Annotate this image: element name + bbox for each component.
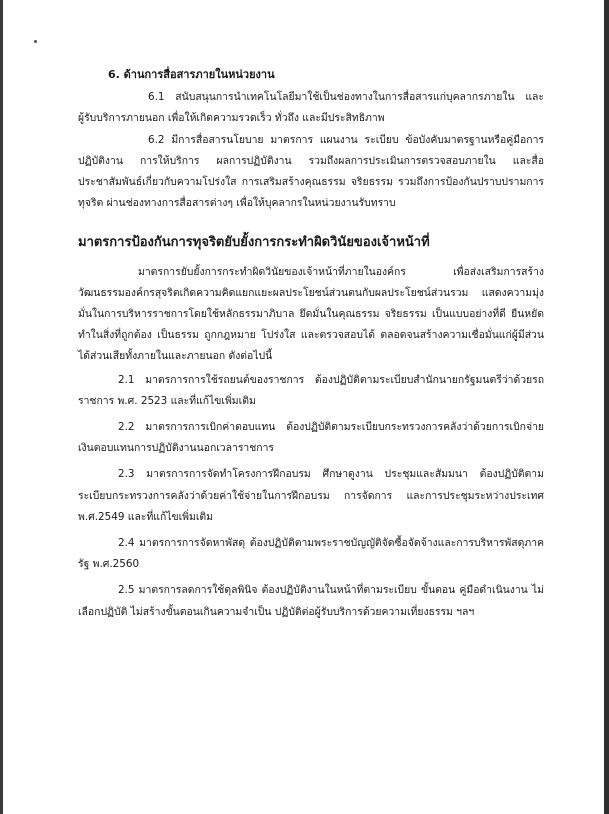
measures-intro: มาตรการยับยั้งการกระทำผิดวินัยของเจ้าหน้าที่ภายในองค์กร เพื่อส่งเสริมการสร้างวัฒนธรรมองค์กรสุจริตเกิดความคิดแยกแยะผลประโยชน์ส่วนตนกับผลประโยชน์ส่วนรวม แสดงความมุ่งมั่นในการบริหารราชการโดยใช้หลักธรรมาภิบาล ยึดมั่นในคุณธรรม จริยธรรม เป็นแบบอย่างที่ดี ยืนหยัดทำในสิ่งที่ถูกต้อง เป็นธรรม ถูกกฎหมาย โปร่งใส และตรวจสอบได้ ตลอดจนสร้างความเชื่อมั่นแก่ผู้มีส่วนได้ส่วนเสียทั้งภายในและภายนอก ดังต่อไปนี้ xyxy=(78,265,544,363)
measure-item-discretion: 2.5 มาตรการลดการใช้ดุลพินิจ ต้องปฏิบัติงานในหน้าที่ตามระเบียบ ขั้นตอน คู่มือดำเนินงาน ไม่เลือกปฏิบัติ ไม่สร้างขั้นตอนเกินความจำเป็น ปฏิบัติต่อผู้รับบริการด้วยความเที่ยงธรรม ฯลฯ xyxy=(78,584,544,618)
measure-item-vehicle: 2.1 มาตรการการใช้รถยนต์ของราชการ ต้องปฏิบัติตามระเบียบสำนักนายกรัฐมนตรีว่าด้วยรถราชการ พ.ศ. 2523 และที่แก้ไขเพิ่มเติม xyxy=(78,373,544,407)
scan-border-right xyxy=(604,0,609,814)
scan-speck xyxy=(34,40,37,43)
measure-item-procurement: 2.4 มาตรการการจัดหาพัสดุ ต้องปฏิบัติตามพระราชบัญญัติจัดซื้อจัดจ้างและการบริหารพัสดุภาครัฐ พ.ศ.2560 xyxy=(78,537,544,571)
section-6-heading: 6. ด้านการสื่อสารภายในหน่วยงาน xyxy=(108,68,275,81)
measure-item-compensation: 2.2 มาตรการการเบิกค่าตอบแทน ต้องปฏิบัติตามระเบียบกระทรวงการคลังว่าด้วยการเบิกจ่ายเงินตอบแทนการปฏิบัติงานนอกเวลาราชการ xyxy=(78,421,544,455)
scan-border-left xyxy=(0,0,3,814)
section-6-item-2: 6.2 มีการสื่อสารนโยบาย มาตรการ แผนงาน ระเบียบ ข้อบังคับมาตรฐานหรือคู่มือการปฏิบัติงาน การให้บริการ ผลการปฏิบัติงาน รวมถึงผลการประเมินการตรวจสอบภายใน และสื่อประชาสัมพันธ์เกี่ยวกับความโปร่งใส การเสริมสร้างคุณธรรม จริยธรรม รวมถึงการป้องกันปราบปรามการทุจริต ผ่านช่องทางการสื่อสารต่างๆ เพื่อให้บุคลากรในหน่วยงานรับทราบ xyxy=(78,133,544,210)
measures-heading: มาตรการป้องกันการทุจริตยับยั้งการกระทำผิดวินัยของเจ้าหน้าที่ xyxy=(78,235,430,251)
measure-item-training: 2.3 มาตรการการจัดทำโครงการฝึกอบรม ศึกษาดูงาน ประชุมและสัมมนา ต้องปฏิบัติตามระเบียบกระทรวงการคลังว่าด้วยค่าใช้จ่ายในการฝึกอบรม การจัดการ และการประชุมระหว่างประเทศ พ.ศ.2549 และที่แก้ไขเพิ่มเติม xyxy=(78,468,544,523)
document-body xyxy=(78,64,544,628)
section-6-item-1: 6.1 สนับสนุนการนำเทคโนโลยีมาใช้เป็นช่องทางในการสื่อสารแก่บุคลากรภายใน และผู้รับบริการภายนอก เพื่อให้เกิดความรวดเร็ว ทั่วถึง และมีประสิทธิภาพ xyxy=(78,91,544,125)
